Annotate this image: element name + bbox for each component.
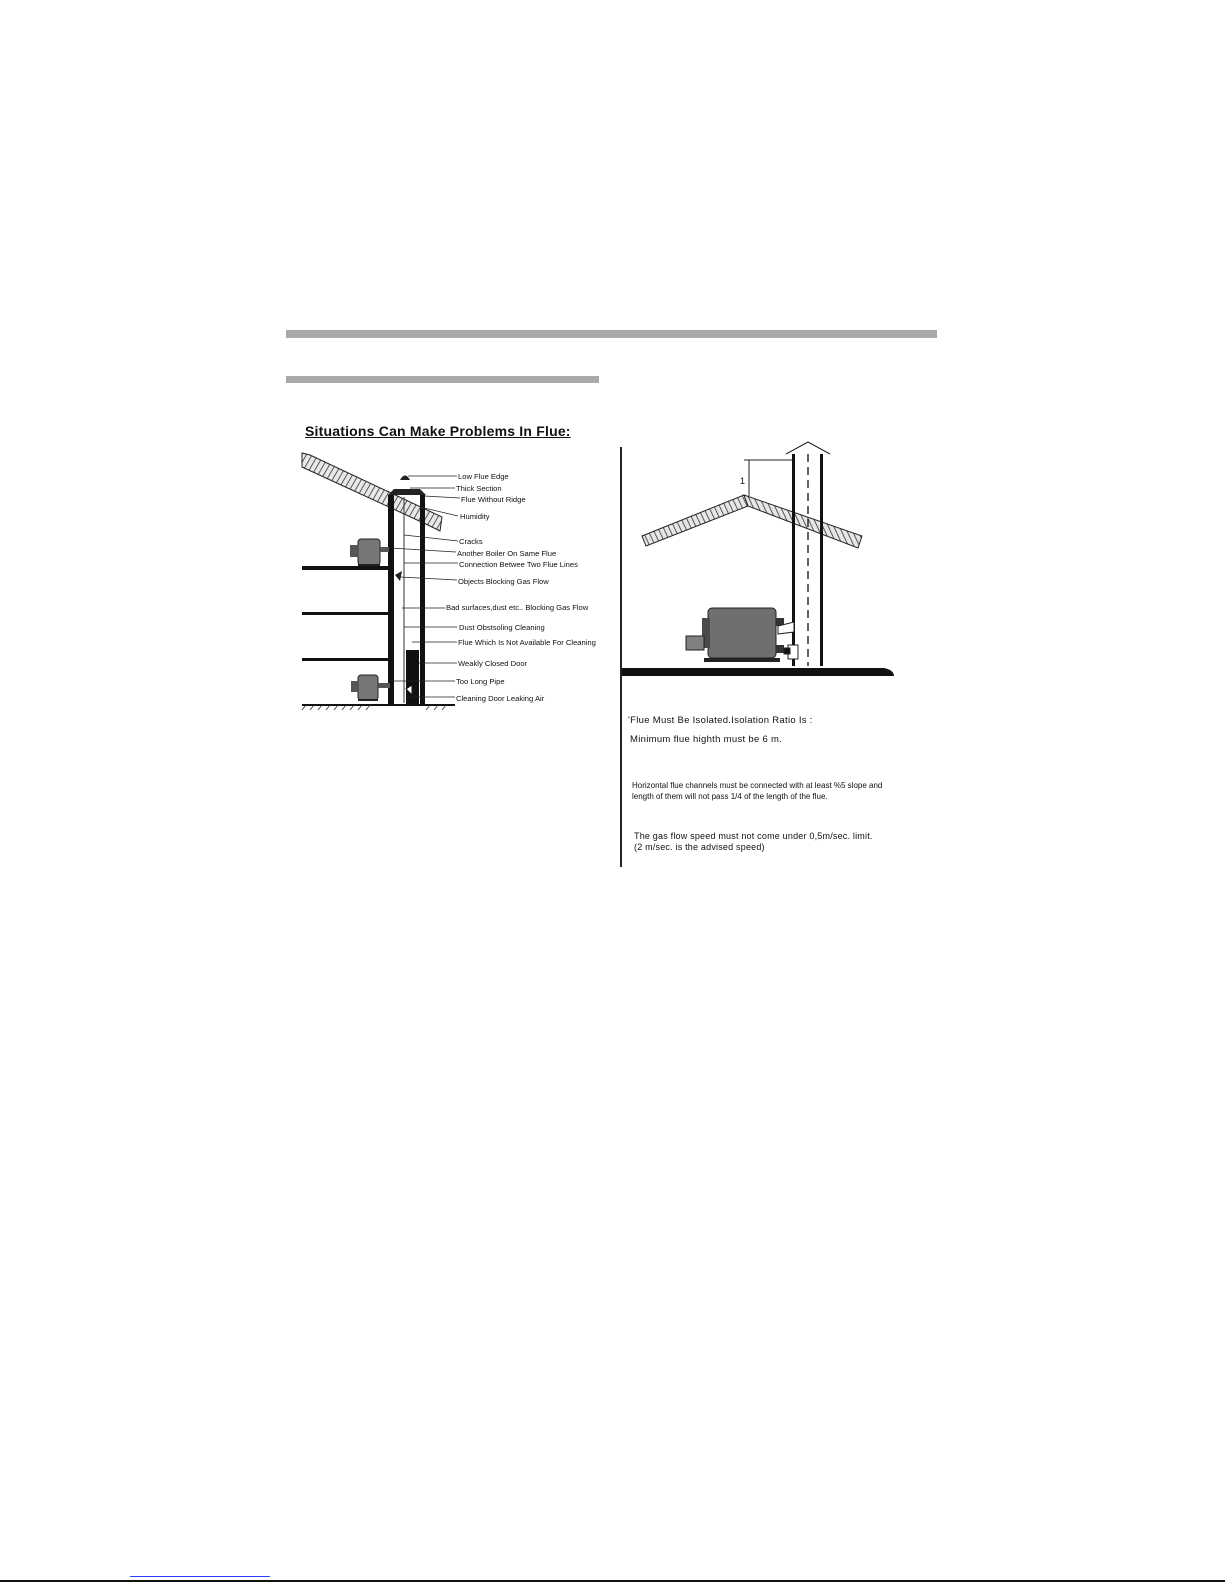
note-horizontal-channels xyxy=(632,780,882,802)
label-cleaning-door: Cleaning Door Leaking Air xyxy=(456,694,545,703)
flue-left-wall xyxy=(792,454,795,666)
label-weakly-closed-door: Weakly Closed Door xyxy=(458,659,528,668)
label-connection: Connection Betwee Two Flue Lines xyxy=(459,560,578,569)
boiler-icon xyxy=(686,608,784,662)
label-low-flue-edge: Low Flue Edge xyxy=(458,472,509,481)
floor-1 xyxy=(302,566,392,570)
floor-slab xyxy=(622,668,894,676)
label-cracks: Cracks xyxy=(459,537,483,546)
label-flue-without-ridge: Flue Without Ridge xyxy=(461,495,526,504)
section-rule-short xyxy=(286,376,599,383)
footer-link-underline xyxy=(130,1576,270,1577)
note-min-height: Minimum flue highth must be 6 m. xyxy=(630,734,783,745)
label-bad-surfaces: Bad surfaces,dust etc.. Blocking Gas Flow xyxy=(446,603,589,612)
section-rule-long xyxy=(286,330,937,338)
note-speed-line-2: (2 m/sec. is the advised speed) xyxy=(634,842,765,852)
page-heading: Situations Can Make Problems In Flue: xyxy=(305,423,571,439)
label-humidity: Humidity xyxy=(460,512,490,521)
label-too-long-pipe: Too Long Pipe xyxy=(456,677,505,686)
ratio-label: 1 xyxy=(740,476,746,486)
note-isolation: 'Flue Must Be Isolated.Isolation Ratio Is : xyxy=(628,715,813,726)
note-horizontal-line-2: length of them will not pass 1/4 of the length of the flue. xyxy=(632,792,828,801)
footer-rule xyxy=(0,1580,1225,1582)
flue-right-wall xyxy=(820,454,823,666)
upper-boiler-icon xyxy=(350,539,389,566)
label-another-boiler: Another Boiler On Same Flue xyxy=(457,549,557,558)
label-dust-obstsoling: Dust Obstsoling Cleaning xyxy=(459,623,545,632)
note-speed-line-1: The gas flow speed must not come under 0,5m/sec. limit. xyxy=(634,831,873,841)
flue-wall-inner xyxy=(420,495,425,705)
label-objects-blocking: Objects Blocking Gas Flow xyxy=(458,577,549,586)
flue-installation-diagram xyxy=(622,440,912,685)
label-not-available-cleaning: Flue Which Is Not Available For Cleaning xyxy=(458,638,596,647)
roof-left xyxy=(642,495,748,546)
label-thick-section: Thick Section xyxy=(456,484,502,493)
note-horizontal-line-1: Horizontal flue channels must be connected with at least %5 slope and xyxy=(632,781,883,790)
flue-wall-outer xyxy=(388,495,394,705)
note-gas-speed xyxy=(634,831,873,853)
roof-right xyxy=(744,495,862,548)
lower-boiler-icon xyxy=(351,675,390,701)
